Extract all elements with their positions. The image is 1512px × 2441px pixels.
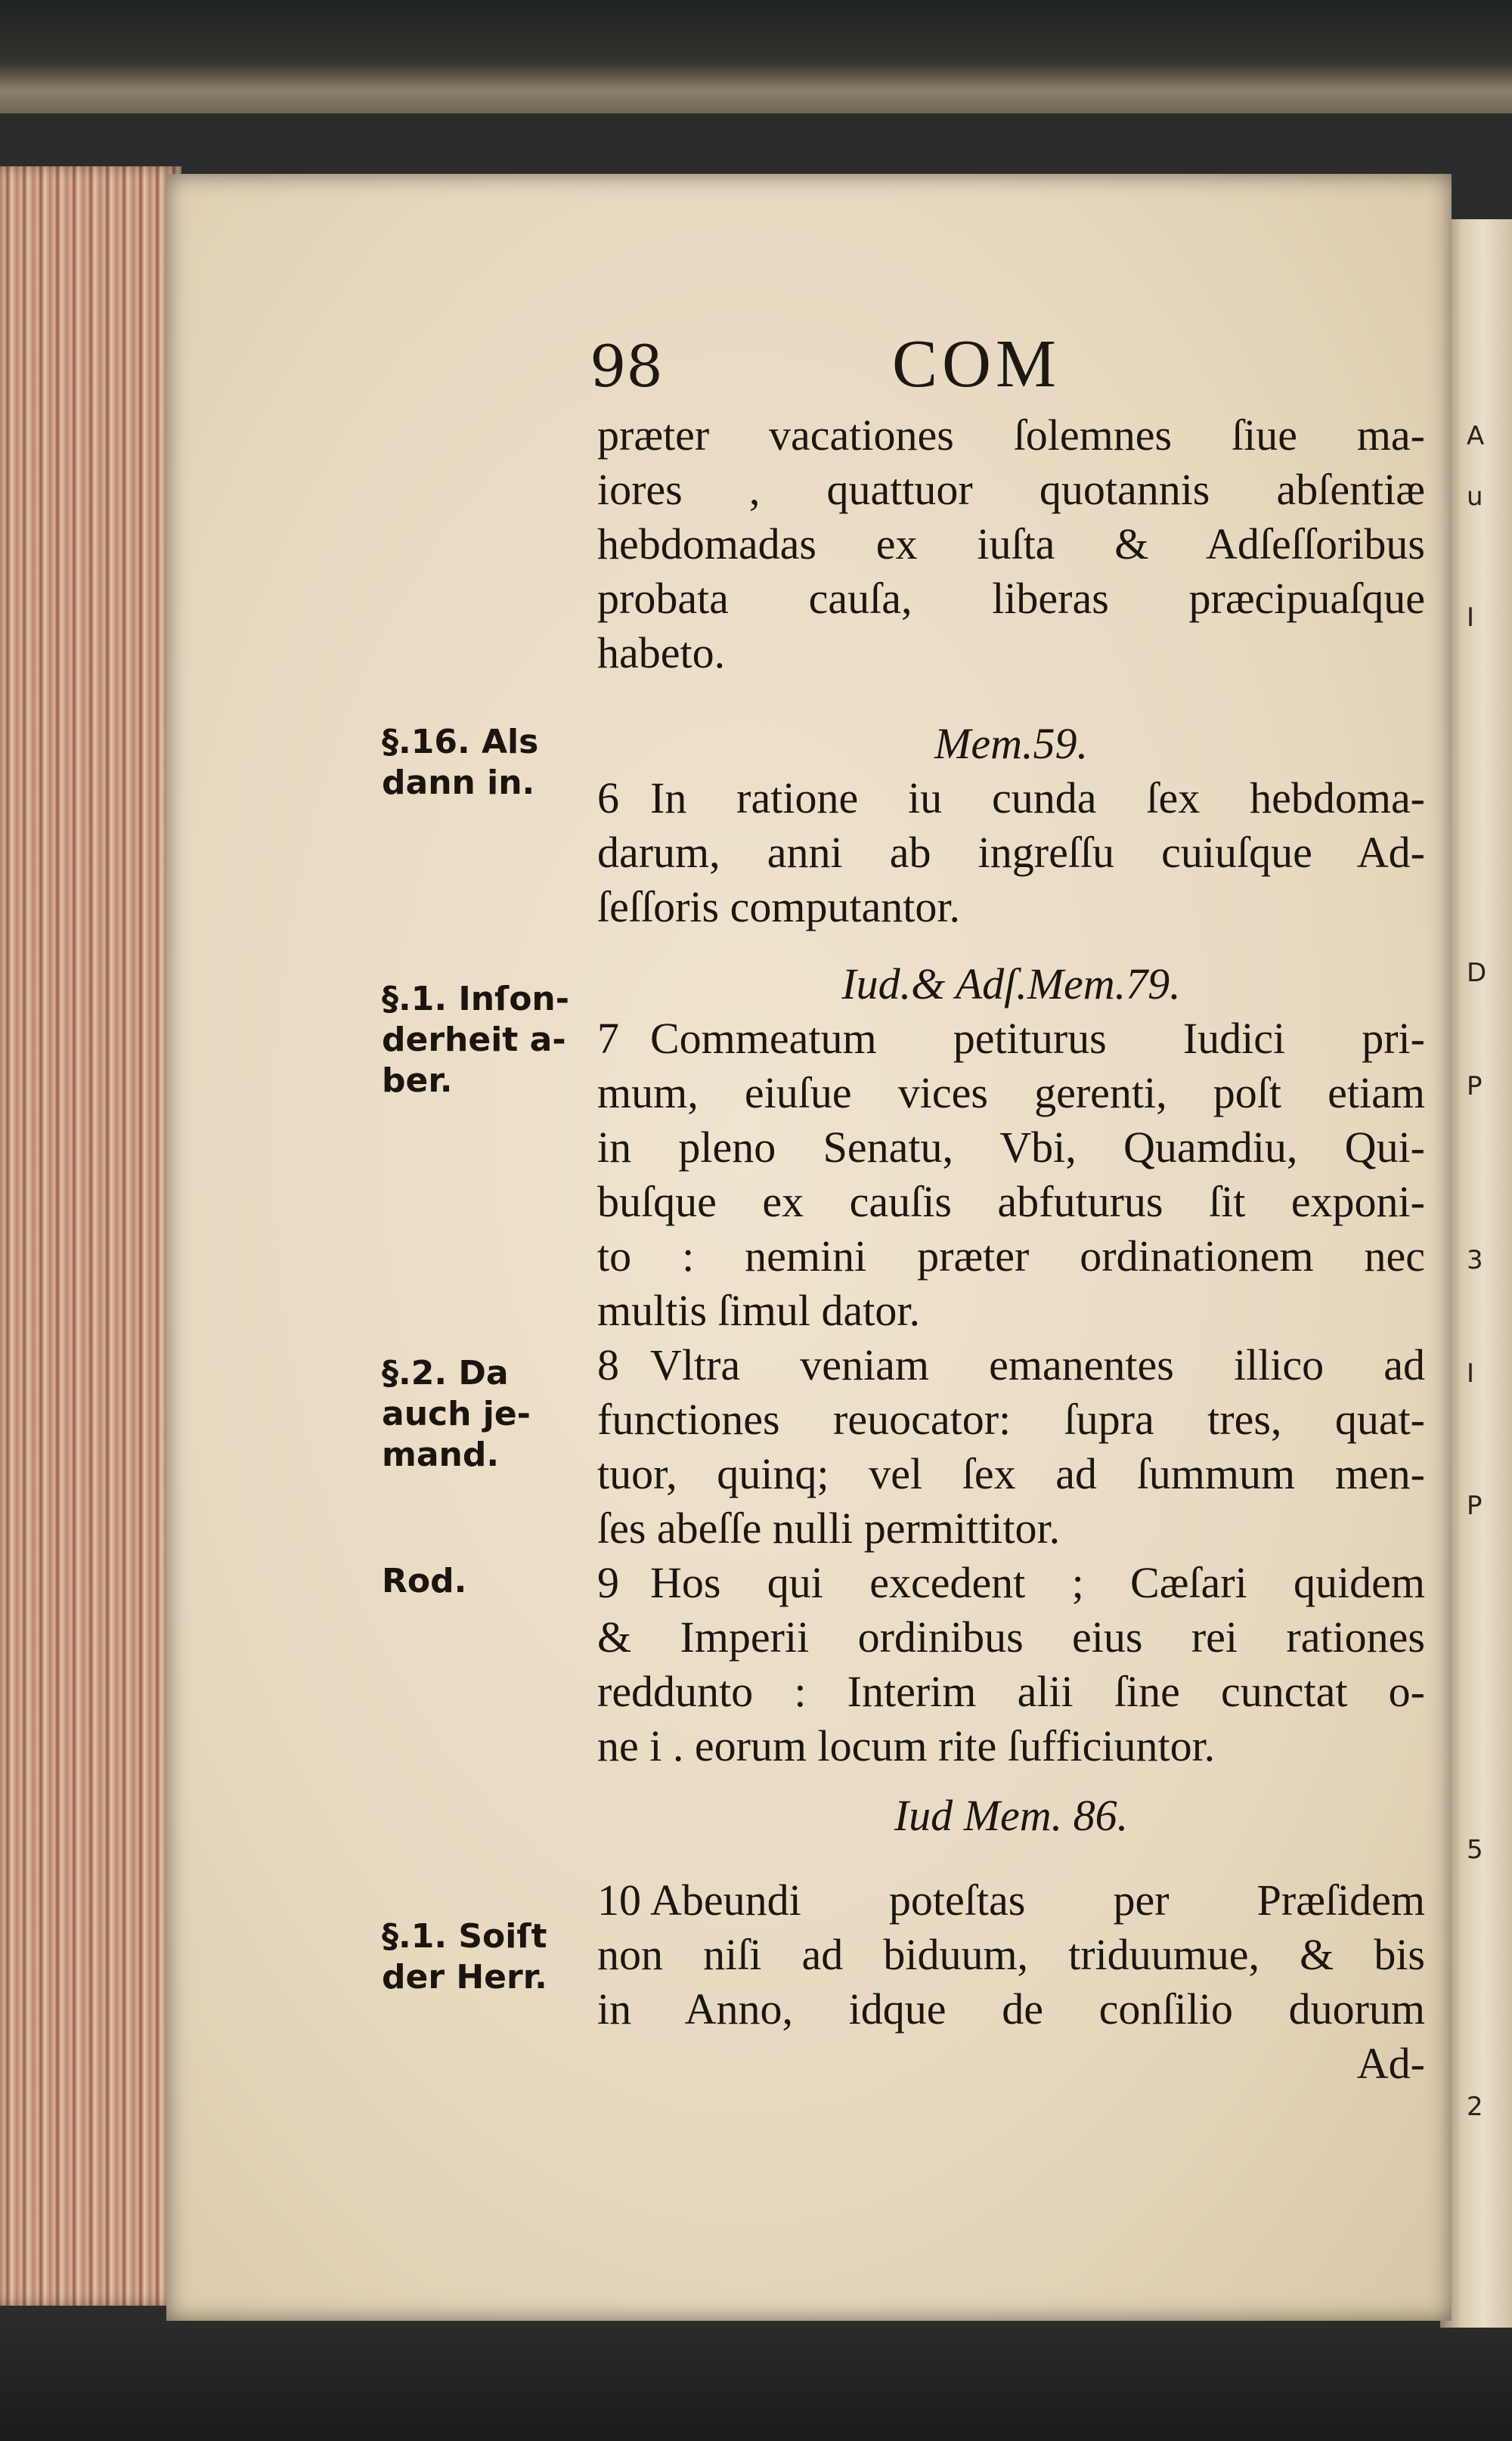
text-line: tuor, quinq; vel ſex ad ſummum men- [597,1449,1425,1498]
text-line [597,1011,1425,1066]
paragraph-number: 7 [597,1014,619,1063]
text-line-content: Vltra veniam emanentes illico ad [650,1340,1425,1389]
margin-note-line: §.1. Soiſt [382,1917,547,1956]
catchword: Ad- [1356,2039,1425,2088]
text-line: mum, eiuſue vices gerenti, poſt etiam [597,1068,1425,1117]
text-line: reddunto : Interim alii ſine cunctat o- [597,1667,1425,1716]
margin-note-line: dann in. [382,764,535,802]
margin-note-line: mand. [382,1436,500,1474]
book-bottom-edge [0,2328,1512,2441]
facing-page-fragment: I [1467,603,1475,633]
section-reference: Mem.59. [934,719,1088,768]
text-line: ſeſſoris computantor. [597,882,961,931]
text-line: iores , quattuor quotannis abſentiæ [597,465,1425,514]
text-line: buſque ex cauſis abfuturus ſit exponi- [597,1177,1425,1226]
facing-page-fragment: 3 [1467,1245,1483,1275]
text-line: in pleno Senatu, Vbi, Quamdiu, Qui- [597,1123,1425,1172]
text-line: hebdomadas ex iuſta & Adſeſſoribus [597,519,1425,568]
text-line [597,771,1425,826]
page-number: 98 [590,333,663,400]
facing-page-fragment: 2 [1467,2092,1483,2122]
facing-page-fragment: 5 [1467,1835,1483,1865]
facing-page-fragment: P [1467,1491,1483,1521]
text-line [597,1556,1425,1610]
book-top-edge [0,0,1512,113]
text-line: probata cauſa, liberas præcipuaſque [597,574,1425,623]
facing-page-fragment: I [1467,1358,1475,1389]
margin-note-line: auch je- [382,1395,531,1433]
margin-note-line: §.2. Da [382,1354,509,1392]
margin-note [382,1916,586,1998]
paragraph-number: 6 [597,773,619,822]
facing-page-fragment: D [1467,958,1487,988]
text-line: præter vacationes ſolemnes ſiue ma- [597,410,1425,460]
text-line-content: Hos qui excedent ; Cæſari quidem [650,1558,1425,1607]
text-line [597,1873,1425,1928]
text-line: ne i . eorum locum rite ſufficiuntor. [597,1721,1216,1770]
text-line: functiones reuocator: ſupra tres, quat- [597,1395,1425,1444]
margin-note-line: Rod. [382,1562,467,1600]
section-reference: Iud Mem. 86. [894,1791,1129,1840]
text-line: ſes abeſſe nulli permittitor. [597,1504,1061,1553]
margin-note-line: §.16. Als [382,723,539,761]
facing-page-fragment: A [1467,421,1485,451]
main-text [597,408,1425,2091]
margin-note [382,979,586,1101]
text-line: multis ſimul dator. [597,1286,920,1335]
text-line-content: Commeatum petiturus Iudici pri- [650,1014,1425,1063]
text-line-content: Abeundi poteſtas per Præſidem [650,1876,1425,1925]
section-reference: Iud.& Adſ.Mem.79. [841,959,1181,1008]
margin-note [382,1561,586,1602]
running-head: COM [892,327,1061,401]
text-line: habeto. [597,628,726,677]
margin-note-line: derheit a- [382,1021,566,1059]
text-line: to : nemini præter ordinationem nec [597,1231,1425,1281]
margin-note-line: §.1. Inſon- [382,980,570,1018]
facing-page-fragment: u [1467,482,1483,512]
paragraph-number: 10 [597,1876,641,1925]
margin-note [382,722,586,804]
text-line: non niſi ad biduum, triduumue, & bis [597,1930,1425,1979]
text-line: & Imperii ordinibus eius rei rationes [597,1612,1425,1662]
text-line: in Anno, idque de conſilio duorum [597,1984,1425,2034]
margin-note-line: der Herr. [382,1958,547,1996]
facing-page-fragment: P [1467,1071,1483,1101]
margin-note-line: ber. [382,1061,453,1100]
paragraph-number: 9 [597,1558,619,1607]
margin-note [382,1353,586,1476]
text-line [597,1338,1425,1392]
paragraph-number: 8 [597,1340,619,1389]
page-edges [0,166,181,2306]
text-line-content: In ratione iu cunda ſex hebdoma- [650,773,1425,822]
page-header [590,325,1421,408]
text-line: darum, anni ab ingreſſu cuiuſque Ad- [597,828,1425,877]
